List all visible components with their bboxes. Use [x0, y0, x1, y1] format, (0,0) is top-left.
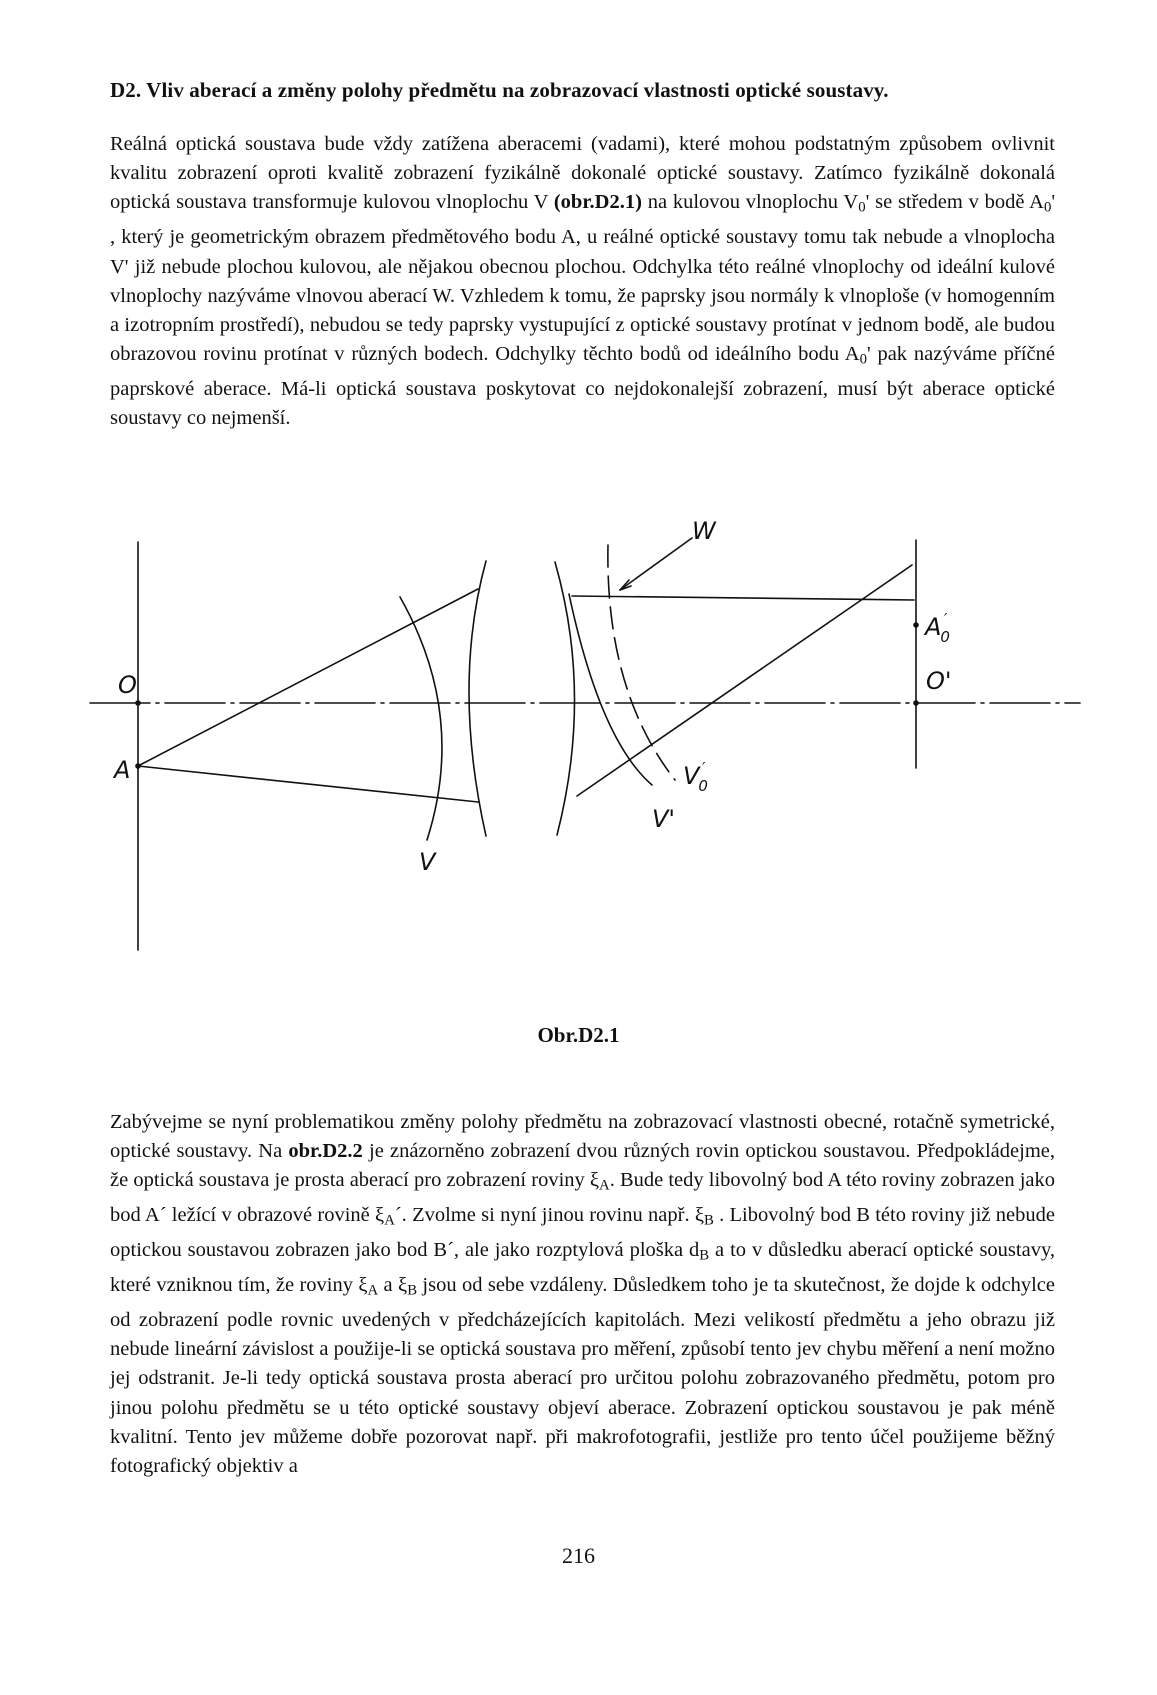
point-o — [135, 700, 141, 706]
text-span: a ξ — [378, 1274, 408, 1297]
label-o-prime: O' — [926, 667, 952, 695]
label-a0-letter: A — [925, 613, 942, 641]
subscript: A — [384, 1212, 395, 1229]
subscript: B — [407, 1282, 418, 1299]
label-v0-letter: V — [683, 762, 700, 790]
wavefront-figure — [80, 517, 1080, 970]
exit-ray-lower — [577, 565, 912, 796]
wavefront-diagram — [80, 517, 1080, 970]
figure-reference: obr.D2.2 — [288, 1140, 363, 1163]
point-a — [135, 763, 141, 769]
text-span: je znázorněno zobrazení dvou různých rovin optickou soustavou. Předpokládejme, že optická soustava je prosta aberací pro zobrazení roviny ξ — [110, 1140, 1055, 1192]
figure-reference: (obr.D2.1) — [553, 191, 642, 214]
label-o: O — [118, 671, 137, 699]
subscript: B — [704, 1212, 714, 1229]
section-heading: D2. Vliv aberací a změny polohy předmětu na zobrazovací vlastnosti optické soustavy. — [110, 78, 889, 102]
ray-lower — [138, 766, 478, 802]
subscript: 0 — [859, 351, 867, 368]
label-a0-prime — [923, 610, 950, 646]
text-span: Zabývejme se nyní problematikou změny polohy předmětu na zobrazovací vlastnosti obecné, rotačně symetrické, optické soustavy. Na — [110, 1111, 1055, 1163]
text-span: na kulovou vlnoplochu V — [641, 191, 859, 214]
text-span: jsou od sebe vzdáleny. Důsledkem toho je ta skutečnost, že dojde k odchylce od zobrazení podle rovnic uvedených v předcházejících kapitolách. Mezi velikostí předmětu a jeho obrazu již nebude lineární závislost a použije-li se optická soustava pro měření, způsobí tento jev chybu měření a není možno jej odstranit. Je-li tedy optická soustava prosta aberací pro určitou polohu zobrazovaného předmětu, potom pro jinou polohu předmětu se u této optické soustavy objeví aberace. Zobrazení optickou soustavou je pak méně kvalitní. Tento jev můžeme dobře pozorovat např. při makrofotografii, jestliže pro tento účel použijeme běžný fotografický objektiv a — [110, 1274, 1055, 1477]
subscript: B — [699, 1247, 710, 1264]
label-v0-subscript: 0 — [698, 777, 708, 795]
wavefront-v0-prime — [608, 545, 675, 780]
aberration-arrowhead — [620, 580, 631, 590]
label-v0-prime — [683, 759, 708, 795]
text-span: ´. Zvolme si nyní jinou rovinu např. ξ — [394, 1204, 704, 1227]
subscript: 0 — [1043, 200, 1052, 217]
point-o-prime — [913, 700, 919, 706]
text-span: ' se středem v bodě A — [865, 191, 1044, 214]
text-span: ' pak nazýváme příčné paprskové aberace. Má-li optická soustava poskytovat co nejdokonalejší zobrazení, musí být aberace optické soustavy co nejmenší. — [110, 343, 1055, 430]
label-v: V — [419, 848, 436, 876]
wavefront-outer — [469, 561, 486, 836]
label-w: W — [692, 517, 716, 545]
point-a0-prime — [913, 622, 919, 628]
text-span: a to v důsledku aberací optické soustavy, které vzniknou tím, že roviny ξ — [110, 1239, 1055, 1297]
subscript: 0 — [858, 200, 866, 217]
paragraph-object-position — [110, 1108, 1055, 1481]
aberration-pointer — [620, 538, 692, 590]
label-v-prime: V' — [652, 805, 676, 833]
page-number: 216 — [562, 1543, 595, 1568]
text-span: . Bude tedy libovolný bod A této roviny zobrazen jako bod A´ ležící v obrazové rovině ξ — [110, 1169, 1055, 1227]
text-span: . Libovolný bod B této roviny již nebude optickou soustavou zobrazen jako bod B´, ale jako rozptylová ploška d — [110, 1204, 1055, 1262]
ray-upper — [138, 589, 478, 766]
wavefront-v — [400, 597, 442, 840]
label-v0-prime-mark: ′ — [701, 759, 706, 777]
subscript: A — [599, 1178, 610, 1195]
paragraph-aberrations — [110, 130, 1055, 433]
subscript: A — [367, 1282, 379, 1299]
label-a: A — [114, 756, 131, 784]
label-a0-prime-mark: ′ — [943, 610, 948, 628]
figure-caption: Obr.D2.1 — [537, 1023, 620, 1047]
text-span: ' , který je geometrickým obrazem předmětového bodu A, u reálné optické soustavy tomu tak nebude a vlnoplocha V' již nebude plochou kulovou, ale nějakou obecnou plochou. Odchylka této reálné vlnoplochy od ideální kulové vlnoplochy nazýváme vlnovou aberací W. Vzhledem k tomu, že paprsky jsou normály k vlnoploše (v homogenním a izotropním prostředí), nebudou se tedy paprsky vystupující z optické soustavy protínat v jednom bodě, ale budou obrazovou rovinu protínat v různých bodech. Odchylky těchto bodů od ideálního bodu A — [110, 191, 1056, 366]
wavefront-v-prime — [569, 594, 652, 785]
label-a0-subscript: 0 — [940, 628, 950, 646]
text-span: Reálná optická soustava bude vždy zatížena aberacemi (vadami), které mohou podstatným způsobem ovlivnit kvalitu zobrazení oproti kvalitě zobrazení fyzikálně dokonalé optické soustavy. Zatímco fyzikálně dokonalá optická soustava transformuje kulovou vlnoplochu V — [110, 133, 1055, 214]
